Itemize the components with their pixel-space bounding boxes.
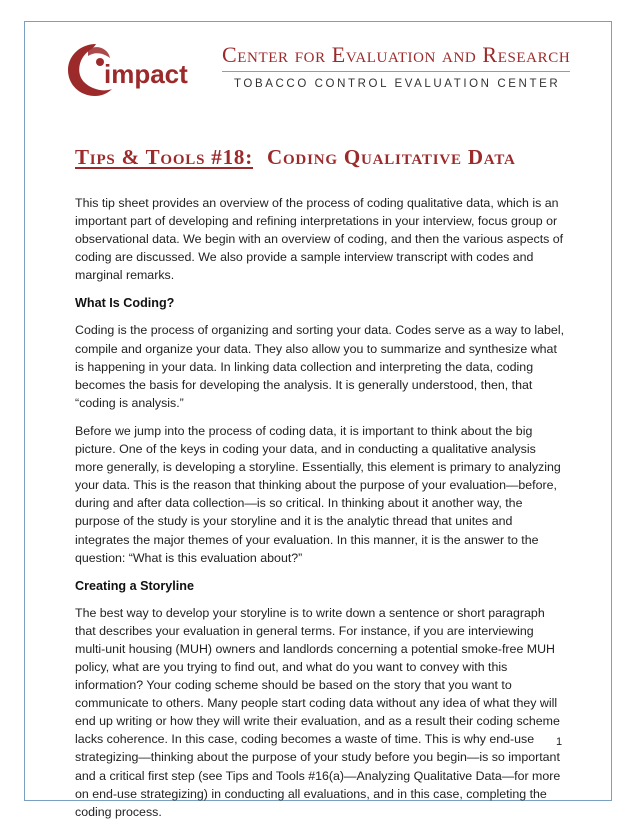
logo-wordmark: impact: [104, 59, 188, 89]
title-topic: Coding Qualitative Data: [267, 145, 516, 169]
section-heading-creating-storyline: Creating a Storyline: [75, 578, 194, 593]
org-header: [222, 43, 572, 90]
title-series: Tips & Tools #18:: [75, 145, 253, 169]
org-subtitle: TOBACCO CONTROL EVALUATION CENTER: [234, 78, 561, 90]
page-number: 1: [556, 736, 563, 748]
impact-logo: [66, 40, 206, 100]
impact-logo-icon: [66, 40, 206, 100]
section-heading-what-is-coding: What Is Coding?: [75, 296, 175, 311]
body-paragraph: The best way to develop your storyline is to write down a sentence or short paragraph that describes your evaluation in general terms. For instance, if you are interviewing multi-unit housing (MUH) owners and landlords concerning a potential smoke-free MUH policy, what are you trying to find out, and what do you want to convey with this information? Your coding scheme should be based on the story that you want to communicate to others. Many people start coding data without any idea of what they will end up writing or how they will write their evaluation, and as a result their coding scheme lacks coherence. In this case, coding becomes a waste of time. This is why end-use strategizing—thinking about the purpose of your study before you begin—is so important and a critical first step (see Tips and Tools #16(a)—Analyzing Qualitative Data—for more on end-use strategizing) in conducting all evaluations, and in this case, completing the coding process.: [75, 605, 561, 819]
intro-paragraph: This tip sheet provides an overview of the process of coding qualitative data, which is an important part of developing and refining interpretations in your interview, focus group or observational data. We begin with an overview of coding, and then the various aspects of coding are discussed. We also provide a sample interview transcript with codes and marginal remarks.: [75, 196, 564, 283]
header-divider: [222, 71, 570, 72]
body-paragraph: Coding is the process of organizing and sorting your data. Codes serve as a way to label, compile and organize your data. They also allow you to summarize and synthesize what is happening in your data. In linking data collection and interpreting the data, coding becomes the basis for developing the analysis. It is generally understood, then, that “coding is analysis.”: [75, 323, 565, 410]
document-body: [75, 194, 567, 831]
org-title: Center for Evaluation and Research: [222, 42, 571, 67]
body-paragraph: Before we jump into the process of coding data, it is important to think about the big picture. One of the keys in coding your data, and in conducting a qualitative analysis more generally, is developing a storyline. Essentially, this element is primary to analyzing your data. This is the reason that thinking about the purpose of your evaluation—before, during and after data collection—is so critical. In thinking about it another way, the purpose of the study is your storyline and it is the analytic thread that unites and integrates the major themes of your evaluation. In this manner, it is the answer to the question: “What is this evaluation about?”: [75, 423, 561, 565]
document-title: [75, 145, 575, 170]
